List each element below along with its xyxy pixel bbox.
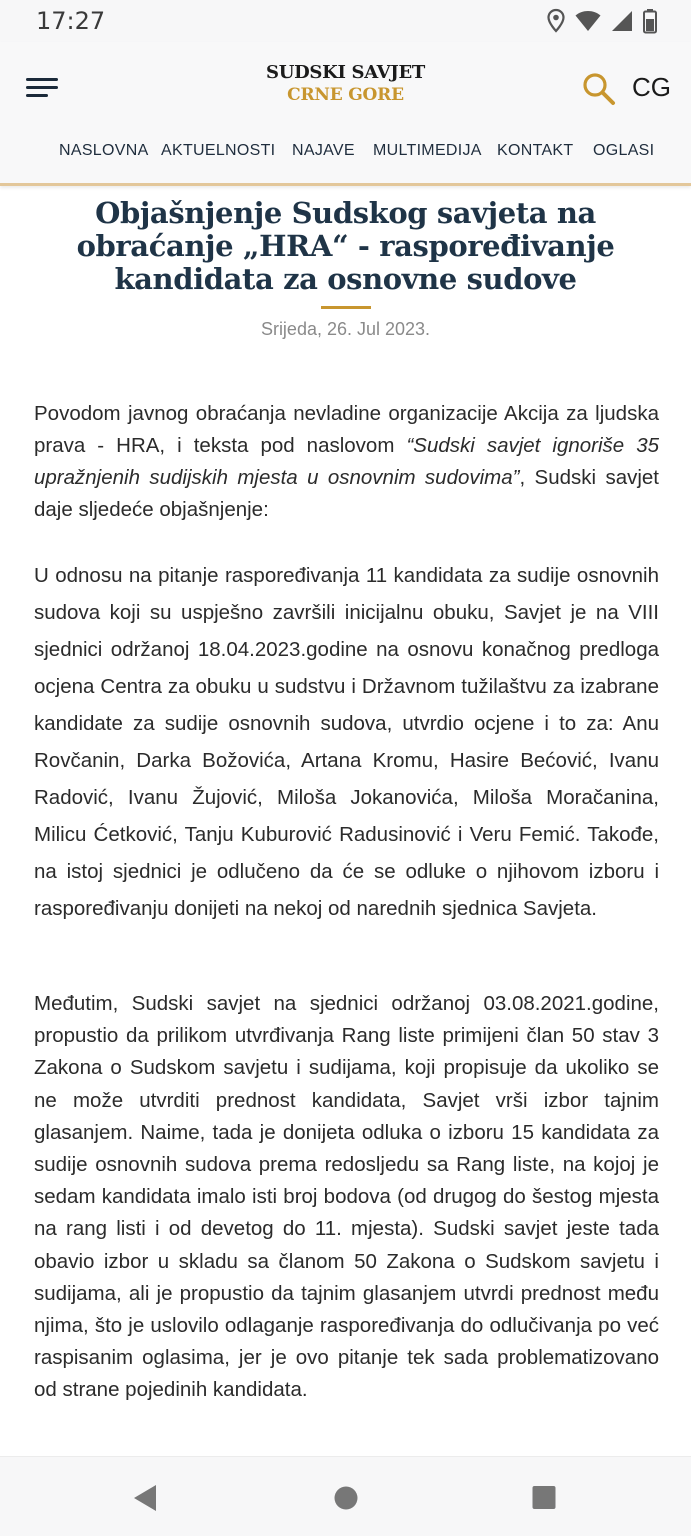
nav-item-najave[interactable]: NAJAVE [292,142,355,159]
paragraph-1-end: , Sudski savjet daje sljedeće objašnjenje: [34,466,659,521]
system-navigation-bar [0,1456,691,1536]
signal-icon [611,10,633,32]
back-icon[interactable] [131,1483,159,1513]
nav-item-oglasi[interactable]: OGLASI [593,142,655,159]
article-date: Srijeda, 26. Jul 2023. [260,319,431,339]
status-icons [547,8,657,34]
title-divider [321,306,371,309]
battery-icon [643,9,657,33]
logo-line2: CRNE GORE [287,85,404,105]
status-time: 17:27 [36,7,106,35]
language-switch[interactable]: CG [632,72,671,102]
article-paragraph-1 [34,398,659,526]
search-icon[interactable] [582,72,616,106]
site-header [0,42,691,186]
status-bar [0,0,691,42]
quoted-headline: “Sudski savjet ignoriše 35 upražnjenih sudijskih mjesta u osnovnim sudovima” [34,434,660,489]
nav-item-multimedija[interactable]: MULTIMEDIJA [373,142,482,159]
recents-icon[interactable] [531,1483,557,1513]
article-paragraph-3: Međutim, Sudski savjet na sjednici održanoj 03.08.2021.godine, propustio da prilikom utvrđivanja Rang liste primijeni član 50 stav 3 Zakona o Sudskom savjetu i sudijama, koji propisuje da ukoliko se ne može utvrditi prednost kandidata, Savjet vrši izbor tajnim glasanjem. Naime, tada je donijeta odluka o izboru 15 kandidata za sudije osnovnih sudova prema redosljedu sa Rang liste, na kojoj je sedam kandidata imalo isti broj bodova (od drugog do šestog mjesta na rang listi i od devetog do 11. mjesta). Sudski savjet jeste tada obavio izbor u skladu sa članom 50 Zakona o Sudskom savjetu i sudijama, ali je propustio da tajnim glasanjem utvrdi prednost među njima, što je uslovilo odlaganje raspoređivanja do odlučivanja po već raspisanim oglasima, jer je ovo pitanje tek sada problematizovano od strane pojedinih kandidata. [34,992,659,1402]
article-title: Objašnjenje Sudskog savjeta na obraćanje „HRA“ - raspoređivanje kandidata za osnovne sudove [76,196,615,296]
article-paragraph-2: U odnosu na pitanje raspoređivanja 11 kandidata za sudije osnovnih sudova koji su uspješno završili inicijalnu obuku, Savjet je na VIII sjednici održanoj 18.04.2023.godine na osnovu konačnog predloga ocjena Centra za obuku u sudstvu i Državnom tužilaštvu za izabrane kandidate za sudije osnovnih sudova, utvrdio ocjene i to za: Anu Rovčanin, Darka Božovića, Artana Kromu, Hasire Bećović, Ivanu Radović, Ivanu Žujović, Miloša Jokanovića, Miloša Moračanina, Milicu Ćetković, Tanju Kuburović Radusinović i Veru Femić. Takođe, na istoj sjednici je odlučeno da će se odluke o njihovom izboru i raspoređivanju donijeti na nekoj od narednih sjednica Savjeta. [34,564,659,920]
logo-line1: SUDSKI SAVJET [266,62,425,83]
nav-item-kontakt[interactable]: KONTAKT [497,142,574,159]
paragraph-1-intro: Povodom javnog obraćanja nevladine organizacije Akcija za ljudska prava - HRA, i teksta pod naslovom [34,402,659,457]
main-nav [59,142,655,164]
location-icon [547,9,565,33]
wifi-icon [575,10,601,32]
nav-item-aktuelnosti[interactable]: AKTUELNOSTI [161,142,276,159]
nav-item-naslovna[interactable]: NASLOVNA [59,142,149,159]
home-icon[interactable] [333,1483,359,1513]
